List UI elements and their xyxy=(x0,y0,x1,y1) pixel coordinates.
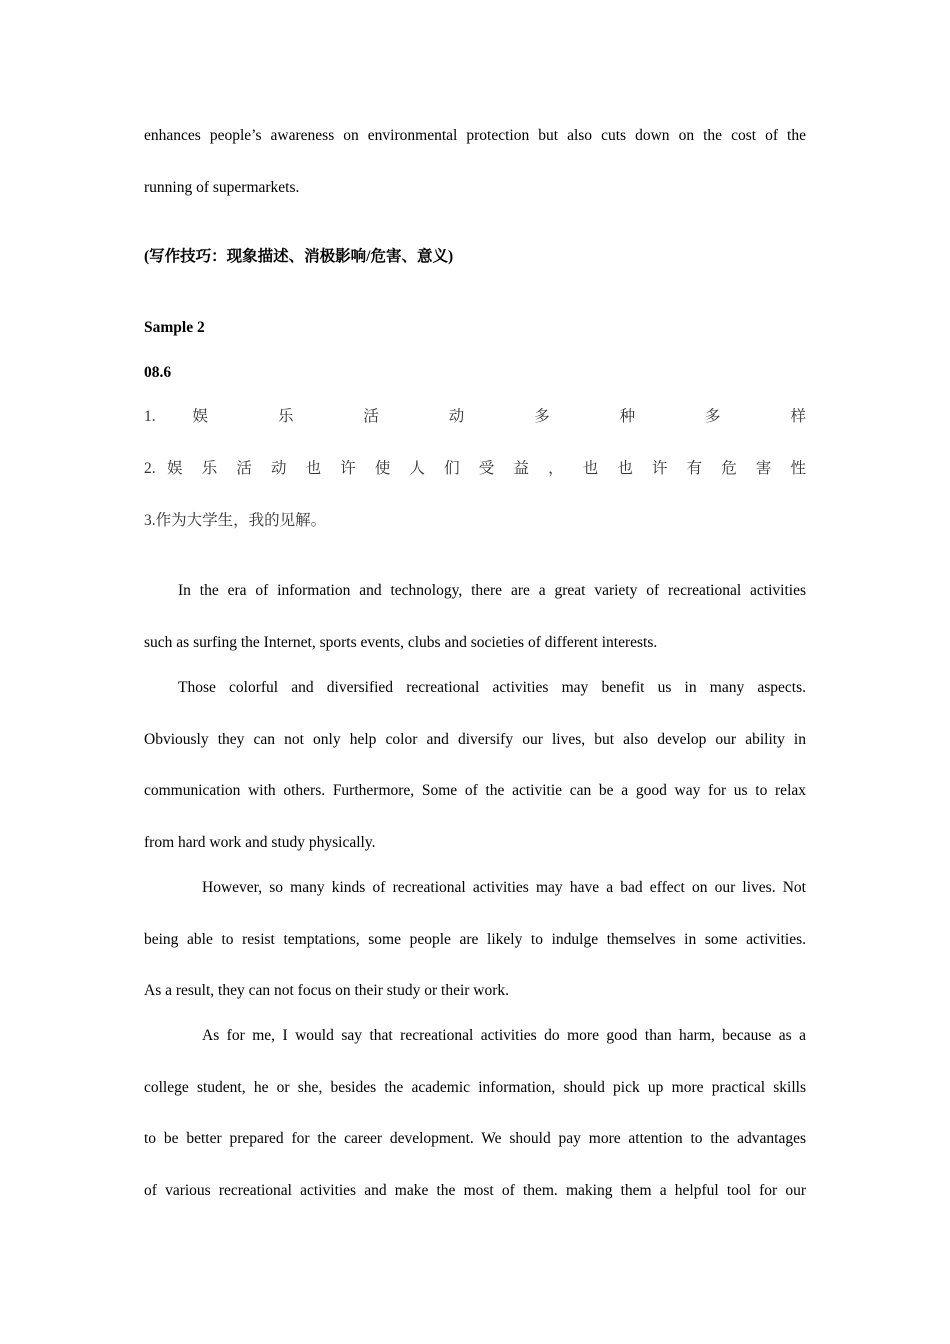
outline-point-3: 3.作为大学生，我的见解。 xyxy=(144,512,327,529)
paragraph-4-line: As for me, I would say that recreational activities do more good than harm, because as a xyxy=(202,1027,806,1044)
writing-tips-heading: (写作技巧：现象描述、消极影响/危害、意义) xyxy=(144,248,454,265)
paragraph-4-line: to be better prepared for the career development. We should pay more attention to the advantages xyxy=(144,1130,806,1147)
paragraph-3-line: However, so many kinds of recreational activities may have a bad effect on our lives. Not xyxy=(202,879,806,896)
text-line: enhances people’s awareness on environmental protection but also cuts down on the cost of the xyxy=(144,127,806,144)
outline-point-1: 1. 娱 乐 活 动 多 种 多 样 xyxy=(144,408,806,425)
paragraph-4-line: of various recreational activities and make the most of them. making them a helpful tool for our xyxy=(144,1182,806,1199)
text-line: running of supermarkets. xyxy=(144,179,300,196)
paragraph-2-line: Obviously they can not only help color and diversify our lives, but also develop our ability in xyxy=(144,731,806,748)
paragraph-2-line: communication with others. Furthermore, Some of the activitie can be a good way for us to relax xyxy=(144,782,806,799)
paragraph-1-line: such as surfing the Internet, sports events, clubs and societies of different interests. xyxy=(144,634,658,651)
date-label: 08.6 xyxy=(144,364,172,381)
paragraph-1-line: In the era of information and technology, there are a great variety of recreational activities xyxy=(178,582,806,599)
outline-point-2: 2. 娱 乐 活 动 也 许 使 人 们 受 益 ， 也 也 许 有 危 害 性 xyxy=(144,460,806,477)
paragraph-4-line: college student, he or she, besides the academic information, should pick up more practical skills xyxy=(144,1079,806,1096)
paragraph-3-line: being able to resist temptations, some people are likely to indulge themselves in some activities. xyxy=(144,931,806,948)
paragraph-2-line: from hard work and study physically. xyxy=(144,834,376,851)
sample-heading: Sample 2 xyxy=(144,319,205,336)
paragraph-2-line: Those colorful and diversified recreational activities may benefit us in many aspects. xyxy=(178,679,806,696)
paragraph-3-line: As a result, they can not focus on their study or their work. xyxy=(144,982,510,999)
